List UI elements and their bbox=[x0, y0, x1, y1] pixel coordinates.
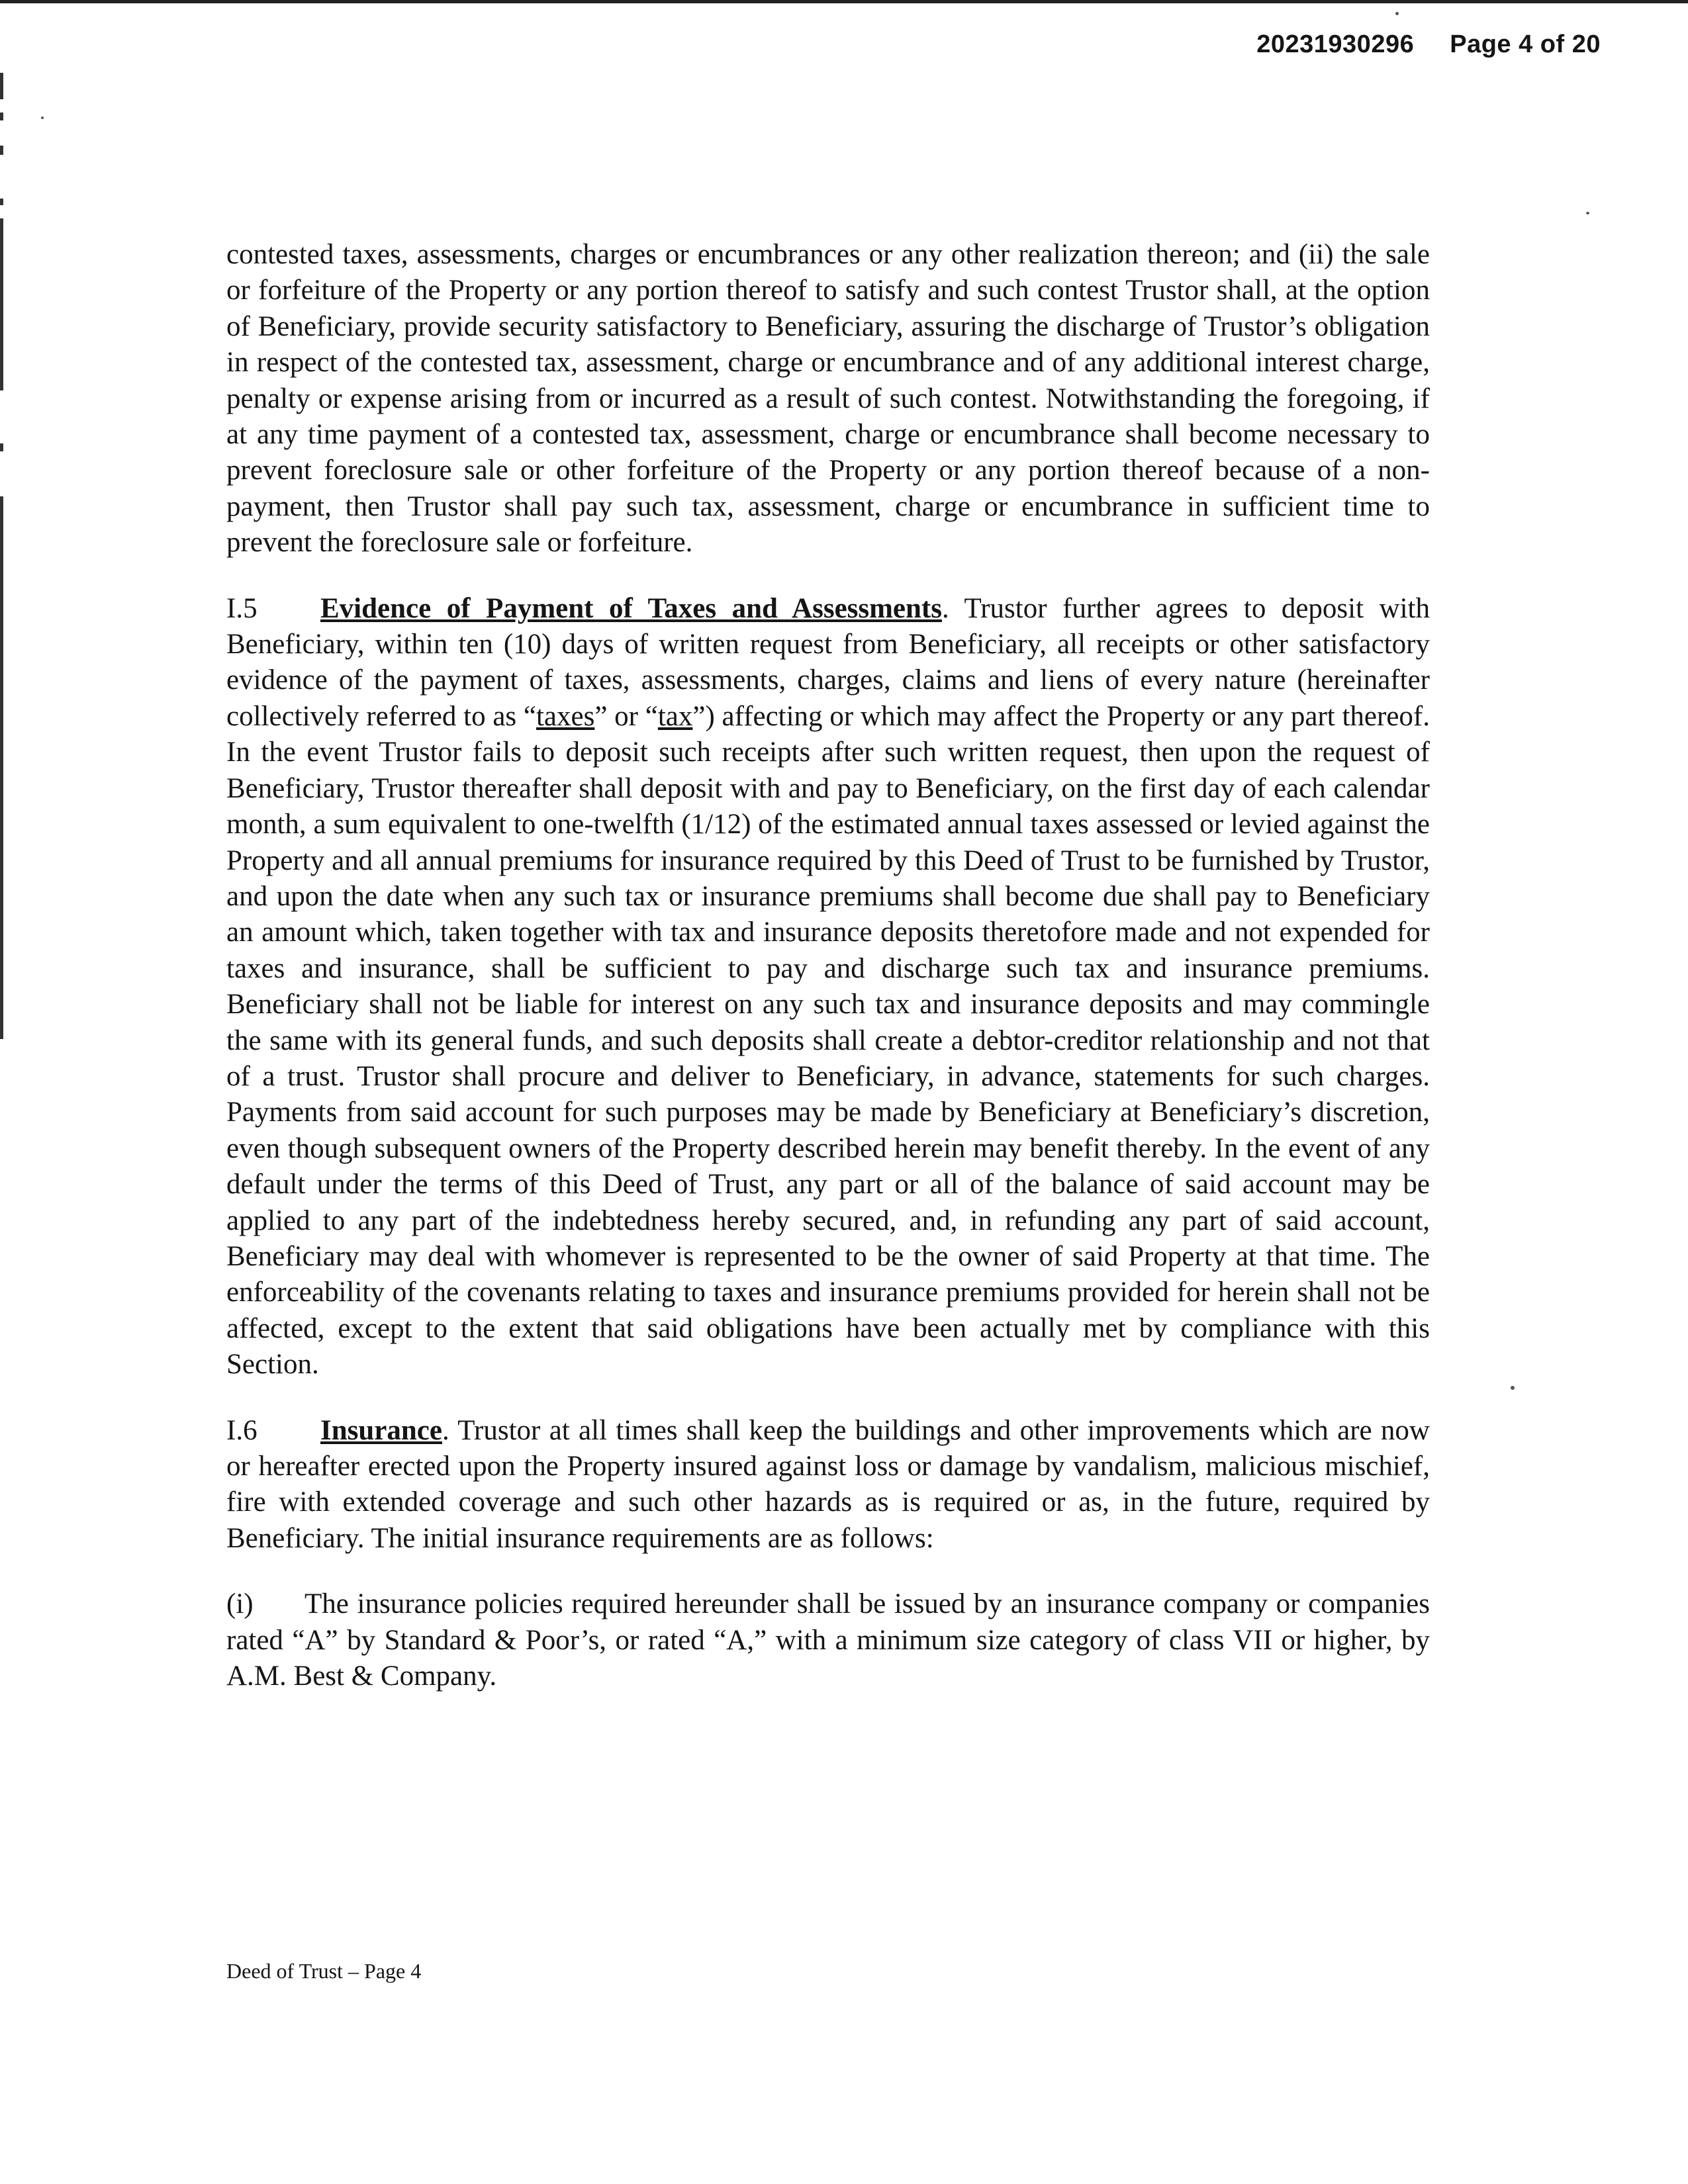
defined-term-tax: tax bbox=[657, 700, 693, 732]
page-indicator: Page 4 of 20 bbox=[1450, 30, 1601, 58]
section-heading: Evidence of Payment of Taxes and Assessments bbox=[320, 592, 942, 624]
section-text: ” or “ bbox=[594, 700, 658, 732]
top-scan-rule bbox=[0, 0, 1688, 3]
section-text: . Trustor at all times shall keep the buildings and other improvements which are now or hereafter erected upon the Property insured against loss or damage by vandalism, malicious mischief, fire with extended coverage and such other hazards as is required or as, in the future, required by Beneficiary. The initial insurance requirements are as follows: bbox=[226, 1414, 1430, 1554]
defined-term-taxes: taxes bbox=[536, 700, 595, 732]
section-heading: Insurance bbox=[320, 1414, 442, 1446]
scan-edge-marks bbox=[0, 73, 4, 1026]
scan-speck bbox=[1586, 212, 1589, 214]
section-number: I.6 bbox=[226, 1414, 258, 1446]
section-1-6-paragraph bbox=[226, 1413, 1430, 1557]
section-number: I.5 bbox=[226, 592, 258, 624]
item-number: (i) bbox=[226, 1588, 254, 1620]
scan-speck bbox=[1395, 12, 1399, 15]
page-header bbox=[1256, 30, 1601, 59]
item-text: The insurance policies required hereunder shall be issued by an insurance company or companies rated “A” by Standard & Poor’s, or rated “A,” with a minimum size category of class VII or higher, by A.M. Best & Company. bbox=[226, 1588, 1430, 1692]
document-number: 20231930296 bbox=[1256, 30, 1415, 58]
scan-speck bbox=[41, 116, 44, 119]
insurance-item-i bbox=[226, 1586, 1430, 1694]
section-text: . Trustor further agrees to deposit with Beneficiary, within ten (10) days of written request from Beneficiary, all receipts or other satisfactory evidence of the payment of taxes, assessments, charges, claims and liens of every nature (hereinafter collectively referred to as “ bbox=[226, 592, 1430, 732]
document-body bbox=[226, 237, 1430, 1694]
section-1-5-paragraph bbox=[226, 591, 1430, 1383]
section-text: ”) affecting or which may affect the Property or any part thereof. In the event Trustor fails to deposit such receipts after such written request, then upon the request of Beneficiary, Trustor thereafter shall deposit with and pay to Beneficiary, on the first day of each calendar month, a sum equivalent to one-twelfth (1/12) of the estimated annual taxes assessed or levied against the Property and all annual premiums for insurance required by this Deed of Trust to be furnished by Trustor, and upon the date when any such tax or insurance premiums shall become due shall pay to Beneficiary an amount which, taken together with tax and insurance deposits theretofore made and not expended for taxes and insurance, shall be sufficient to pay and discharge such tax and insurance premiums. Beneficiary shall not be liable for interest on any such tax and insurance deposits and may commingle the same with its general funds, and such deposits shall create a debtor-creditor relationship and not that of a trust. Trustor shall procure and deliver to Beneficiary, in advance, statements for such charges. Payments from said account for such purposes may be made by Beneficiary at Beneficiary’s discretion, even though subsequent owners of the Property described herein may benefit thereby. In the event of any default under the terms of this Deed of Trust, any part or all of the balance of said account may be applied to any part of the indebtedness hereby secured, and, in refunding any part of said account, Beneficiary may deal with whomever is represented to be the owner of said Property at that time. The enforceability of the covenants relating to taxes and insurance premiums provided for herein shall not be affected, except to the extent that said obligations have been actually met by compliance with this Section. bbox=[226, 700, 1430, 1381]
scan-speck bbox=[1511, 1386, 1515, 1390]
continuation-paragraph: contested taxes, assessments, charges or encumbrances or any other realization thereon; and (ii) the sale or forfeiture of the Property or any portion thereof to satisfy and such contest Trustor shall, at the option of Beneficiary, provide security satisfactory to Beneficiary, assuring the discharge of Trustor’s obligation in respect of the contested tax, assessment, charge or encumbrance and of any additional interest charge, penalty or expense arising from or incurred as a result of such contest. Notwithstanding the foregoing, if at any time payment of a contested tax, assessment, charge or encumbrance shall become necessary to prevent foreclosure sale or other forfeiture of the Property or any portion thereof because of a non-payment, then Trustor shall pay such tax, assessment, charge or encumbrance in sufficient time to prevent the foreclosure sale or forfeiture. bbox=[226, 239, 1430, 559]
page-footer: Deed of Trust – Page 4 bbox=[226, 1959, 422, 1983]
